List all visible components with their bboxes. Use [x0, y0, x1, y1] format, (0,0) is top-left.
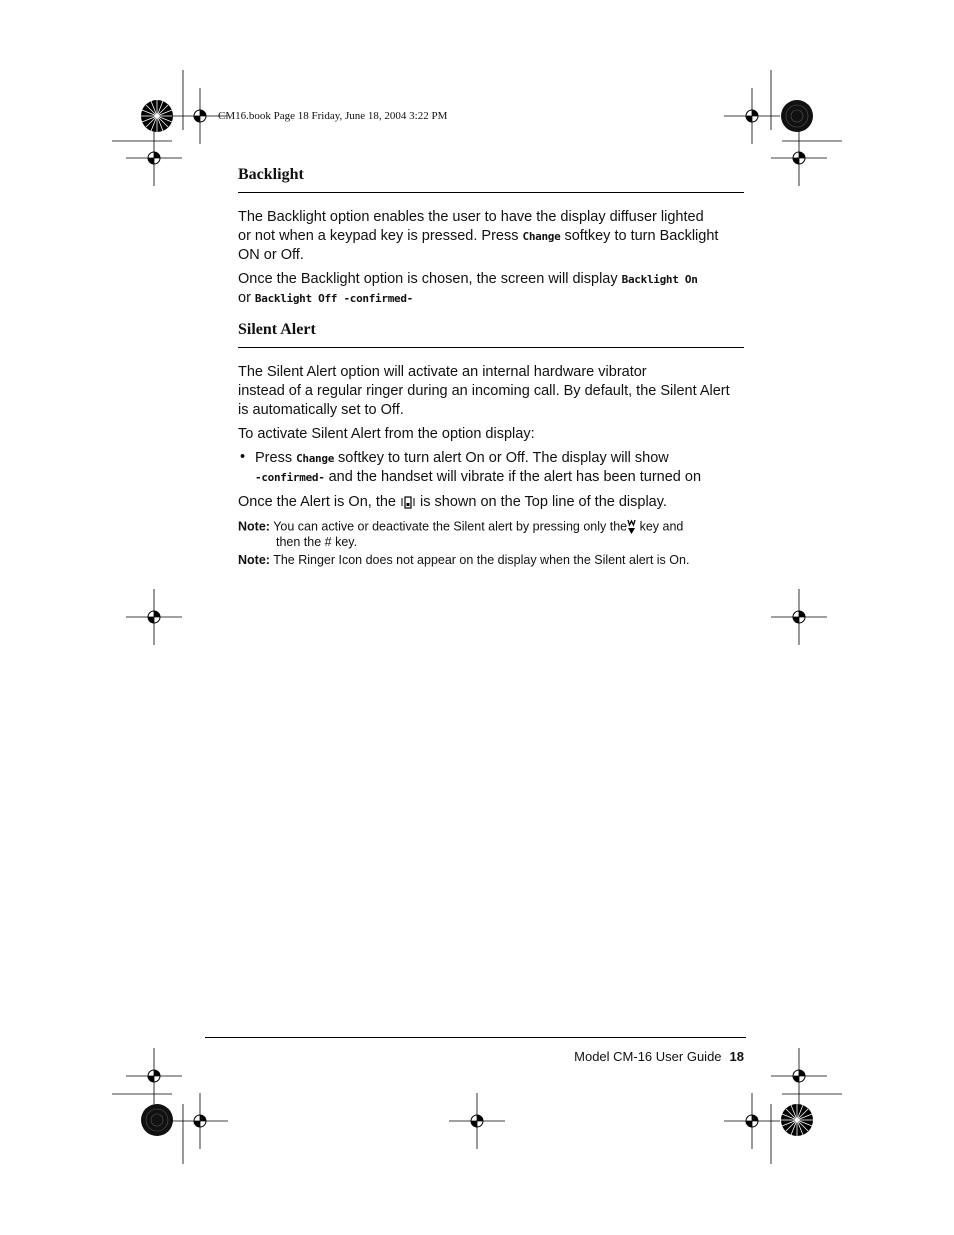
text: instead of a regular ringer during an incoming call. By default, the Silent Alert: [238, 383, 730, 399]
text: Once the Backlight option is chosen, the screen will display: [238, 271, 622, 287]
section-rule: [238, 347, 744, 348]
vibrate-icon: [400, 494, 416, 510]
text: The Backlight option enables the user to have the display diffuser lighted: [238, 209, 704, 225]
text: You can active or deactivate the Silent alert by pressing only the: [269, 519, 628, 534]
backlight-paragraph-1: [238, 208, 738, 265]
text: or not when a keypad key is pressed. Press: [238, 228, 523, 244]
footer-rule: [205, 1037, 746, 1038]
text: and the handset will vibrate if the alert has been turned on: [324, 469, 702, 485]
silent-alert-paragraph-1: [238, 363, 738, 420]
note-label: Note:: [238, 519, 270, 534]
backlight-paragraph-2: [238, 270, 738, 308]
lcd-text-backlight-on: Backlight On: [621, 273, 698, 286]
vibrate-key-icon: [627, 519, 636, 535]
print-header: CM16.book Page 18 Friday, June 18, 2004 3:22 PM: [218, 110, 448, 122]
silent-alert-paragraph-3: [238, 493, 738, 512]
note-label: Note:: [238, 553, 270, 567]
bullet-dot: •: [240, 449, 246, 465]
lcd-text-change: Change: [522, 230, 561, 243]
lcd-text-confirmed: -confirmed-: [255, 471, 325, 484]
lcd-text-backlight-off: Backlight Off -confirmed-: [254, 292, 413, 305]
note-1: [238, 519, 748, 550]
footer-title: Model CM-16 User Guide: [574, 1049, 722, 1064]
lcd-text-change: Change: [296, 452, 335, 465]
section-heading-silent-alert: Silent Alert: [238, 321, 316, 338]
text: Press: [255, 450, 297, 466]
text: then the # key.: [276, 535, 358, 549]
section-rule: [238, 192, 744, 193]
text: Once the Alert is On, the: [238, 494, 400, 510]
page-footer: [574, 1049, 744, 1064]
text: softkey to turn alert On or Off. The display will show: [334, 450, 669, 466]
text: The Ringer Icon does not appear on the display when the Silent alert is On.: [269, 553, 690, 567]
text: or: [238, 290, 255, 306]
bullet-item: [255, 449, 745, 487]
text: key and: [636, 519, 684, 534]
silent-alert-paragraph-2: To activate Silent Alert from the option display:: [238, 426, 535, 442]
text: is automatically set to Off.: [238, 402, 404, 418]
text: The Silent Alert option will activate an internal hardware vibrator: [238, 364, 647, 380]
page-number: 18: [729, 1049, 744, 1064]
text: ON or Off.: [238, 247, 304, 263]
text: softkey to turn Backlight: [560, 228, 719, 244]
section-heading-backlight: Backlight: [238, 166, 304, 183]
text: is shown on the Top line of the display.: [416, 494, 667, 510]
note-2: [238, 553, 748, 568]
